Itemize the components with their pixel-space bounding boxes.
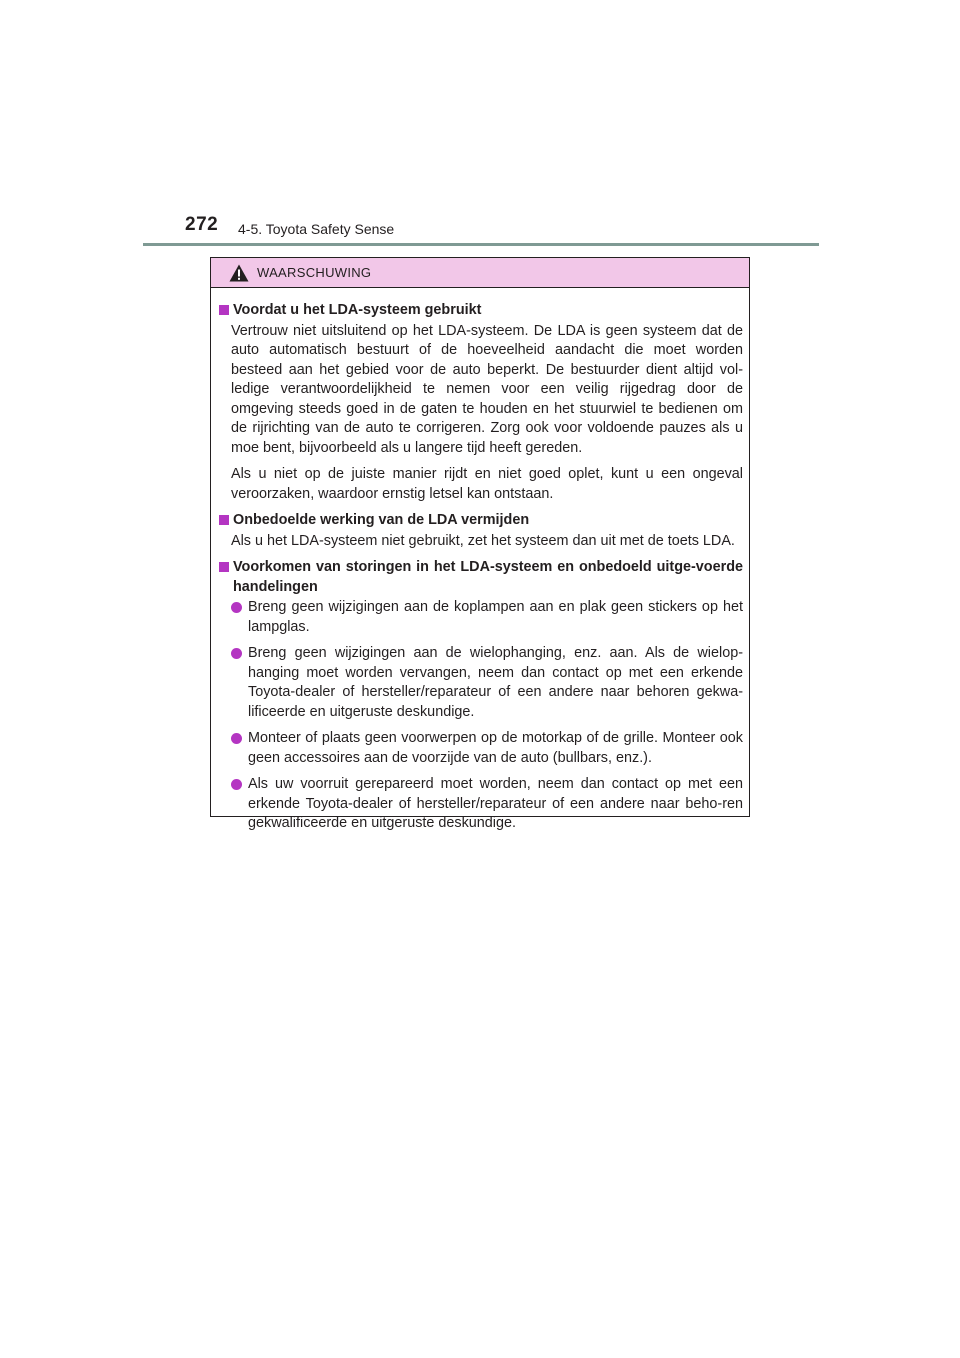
warning-title: WAARSCHUWING (257, 265, 372, 280)
page-number: 272 (185, 214, 219, 235)
list-item: Als uw voorruit gerepareerd moet worden, neem dan contact op met een erkende Toyota-dealer of hersteller/reparateur of een andere naar beho-ren gekwalificeerde en uitgeruste deskundige. (219, 775, 743, 834)
page-header (185, 214, 825, 244)
square-bullet-icon (219, 562, 229, 572)
list-item: Breng geen wijzigingen aan de koplampen aan en plak geen stickers op het lampglas. (219, 598, 743, 637)
round-bullet-icon (231, 733, 242, 744)
section-heading: Voorkomen van storingen in het LDA-systeem en onbedoeld uitge-voerde handelingen (219, 558, 743, 597)
round-bullet-icon (231, 779, 242, 790)
warning-box (210, 257, 750, 831)
paragraph: Als u niet op de juiste manier rijdt en niet goed oplet, kunt u een ongeval veroorzaken, waardoor ernstig letsel kan ontstaan. (231, 466, 743, 502)
section-heading: Voordat u het LDA-systeem gebruikt (219, 301, 743, 321)
list-item: Monteer of plaats geen voorwerpen op de motorkap of de grille. Monteer ook geen accessoires aan de voorzijde van de auto (bullbars, enz.). (219, 729, 743, 768)
round-bullet-icon (231, 602, 242, 613)
header-divider (143, 243, 819, 246)
square-bullet-icon (219, 515, 229, 525)
warning-header (211, 258, 749, 288)
square-bullet-icon (219, 305, 229, 315)
section-heading: Onbedoelde werking van de LDA vermijden (219, 511, 743, 531)
section-title: 4-5. Toyota Safety Sense (238, 221, 395, 237)
paragraph: Als u het LDA-systeem niet gebruikt, zet het systeem dan uit met de toets LDA. (231, 532, 735, 549)
list-item: Breng geen wijzigingen aan de wielophanging, enz. aan. Als de wielop-hanging moet worden vervangen, neem dan contact op met een erkende Toyota-dealer of hersteller/reparateur of een andere naar behoren gekwa-lificeerde en uitgeruste deskundige. (219, 644, 743, 722)
paragraph: Vertrouw niet uitsluitend op het LDA-systeem. De LDA is geen systeem dat de auto automatisch bestuurt of de hoeveelheid aandacht die moet worden besteed aan het gebied voor de auto beperkt. De bestuurder dient altijd vol-ledige verantwoordelijkheid te nemen voor een veilig rijgedrag door de omgeving steeds goed in de gaten te houden en het stuurwiel te bedienen om de rijrichting van de auto te corrigeren. Zorg ook voor voldoende pauzes als u moe bent, bijvoorbeeld als u langere tijd heeft gereden. (231, 322, 743, 456)
warning-body (211, 288, 749, 834)
round-bullet-icon (231, 648, 242, 659)
warning-triangle-icon (229, 264, 249, 282)
